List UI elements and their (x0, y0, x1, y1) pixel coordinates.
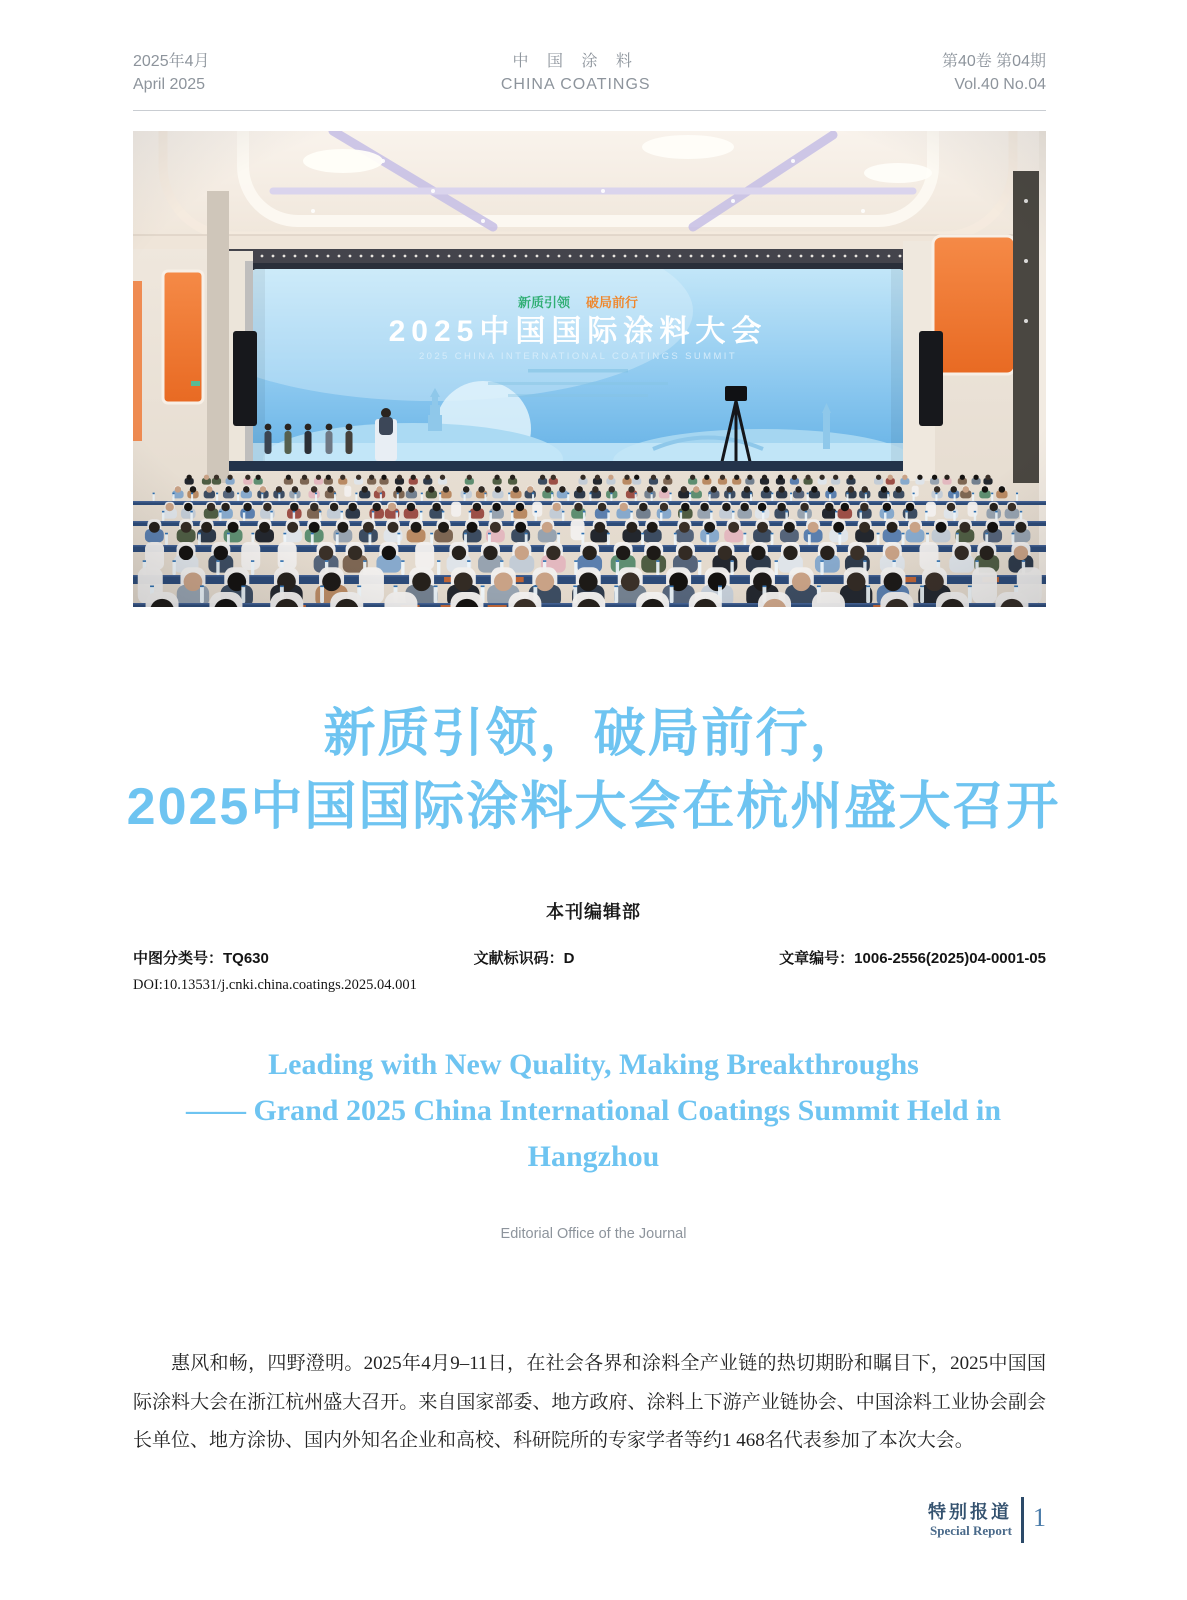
article-id: 文章编号：1006-2556(2025)04-0001-05 (779, 950, 1046, 967)
article-title-line1: 新质引领，破局前行， (323, 705, 864, 763)
header-date-cn: 2025年4月 (133, 53, 210, 70)
clc-number: 中图分类号：TQ630 (133, 950, 269, 967)
article-title-en-line1: Leading with New Quality, Making Breakthroughs (268, 1048, 919, 1081)
header-issue-cn: 第40卷 第04期 (941, 53, 1046, 70)
footer-section-cn: 特别报道 (928, 1502, 1012, 1522)
article-title-en-line2: —— Grand 2025 China International Coatings Summit Held in (185, 1094, 1002, 1127)
page-header (133, 50, 1046, 96)
header-rule (133, 110, 1046, 111)
article-title-en (0, 1042, 1187, 1180)
article-byline: 本刊编辑部 (546, 902, 641, 922)
conference-photo (133, 131, 1046, 607)
footer-section-en: Special Report (930, 1523, 1012, 1538)
photo-vignette (133, 131, 1046, 607)
page-number: 1 (1033, 1503, 1046, 1532)
conference-photo-svg (133, 131, 1046, 607)
header-issue (942, 50, 1046, 96)
article-title-line2: 2025中国国际涂料大会在杭州盛大召开 (126, 778, 1061, 836)
article-byline-en: Editorial Office of the Journal (500, 1226, 687, 1242)
article-body: 惠风和畅，四野澄明。2025年4月9–11日，在社会各界和涂料全产业链的热切期盼和瞩目下，2025中国国际涂料大会在浙江杭州盛大召开。来自国家部委、地方政府、涂料上下游产业链协会、中国涂料工业协会副会长单位、地方涂协、国内外知名企业和高校、科研院所的专家学者等约1 468名代表参加了本次大会。 (133, 1353, 1046, 1451)
header-journal (501, 50, 651, 96)
header-journal-cn: 中 国 涂 料 (512, 53, 639, 70)
header-date-en: April 2025 (133, 76, 206, 93)
article-title-en-line3: Hangzhou (527, 1140, 660, 1173)
doi: DOI:10.13531/j.cnki.china.coatings.2025.04.001 (133, 977, 417, 993)
header-journal-en: CHINA COATINGS (500, 76, 651, 93)
doc-code: 文献标识码：D (473, 950, 575, 967)
page-footer (928, 1497, 1046, 1543)
header-issue-en: Vol.40 No.04 (954, 76, 1046, 93)
article-title (0, 698, 1187, 844)
footer-section (928, 1501, 1012, 1539)
header-date (133, 50, 210, 96)
article-meta-row (133, 947, 1046, 968)
footer-divider (1021, 1497, 1024, 1543)
